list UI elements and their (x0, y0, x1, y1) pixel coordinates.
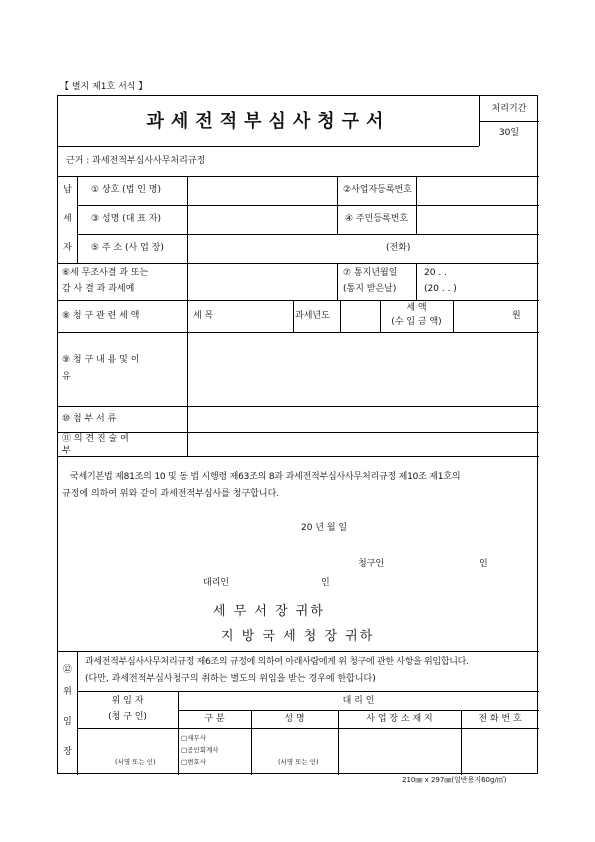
opinion-statement-label: 부 (62, 446, 71, 456)
delegation-text: 과세전적부심사사무처리규정 제6조의 규정에 의하여 아래사람에게 위 청구에 관한 사항을 위임합니다. (85, 657, 469, 667)
representative-name-field[interactable] (187, 206, 337, 233)
claim-content-label: ⑨ 청 구 내 용 및 이 (62, 355, 140, 365)
divider (178, 710, 539, 711)
paper-spec-note: 210㎜ x 297㎜(일반용지60g/㎡) (402, 776, 507, 784)
agent-label: 대리인 (203, 578, 230, 588)
notice-date-value[interactable]: 20 . . (424, 268, 447, 278)
company-name-field[interactable] (187, 177, 337, 204)
tax-amount-label: (수 입 금 액) (391, 317, 442, 327)
tax-item-field[interactable] (228, 301, 292, 331)
opinion-statement-label: ⑪ 의 견 진 술 여 (62, 434, 129, 444)
divider (58, 146, 479, 147)
attachments-label: ⑩ 첨 부 서 류 (62, 414, 117, 424)
agent-type-option[interactable]: □변호사 (181, 758, 206, 766)
notice-field[interactable] (187, 264, 337, 299)
resident-number-label: ④ 주민등록번호 (345, 214, 409, 224)
resident-number-field[interactable] (416, 206, 538, 233)
notice-date-value[interactable]: (20 . . ) (424, 284, 457, 294)
col-phone-header: 전 화 번 호 (478, 714, 522, 724)
divider (58, 456, 539, 457)
recipient-regional-office: 지 방 국 세 청 장 귀하 (221, 629, 375, 644)
tax-amount-label: 세 액 (406, 303, 427, 313)
claim-tax-label: ⑧ 청 구 관 련 세 액 (62, 311, 140, 321)
taxpayer-side-label: 세 (63, 214, 72, 224)
recipient-tax-office: 세 무 서 장 귀하 (213, 604, 325, 619)
business-number-field[interactable] (416, 177, 538, 204)
divider (77, 176, 78, 263)
divider (77, 691, 539, 692)
taxpayer-side-label: 자 (63, 243, 72, 253)
divider (293, 300, 294, 332)
delegation-side-label: 임 (63, 717, 72, 727)
delegation-text: (다만, 과세전적부심사청구의 취하는 별도의 위임을 받는 경우에 한합니다) (85, 674, 376, 684)
delegator-label: 위 임 자 (111, 696, 144, 706)
agent-type-option[interactable]: □세무사 (181, 734, 206, 742)
claim-date[interactable]: 20 년 월 일 (301, 523, 348, 533)
claim-content-label: 유 (62, 372, 71, 382)
col-address-header: 사 업 장 소 재 지 (366, 714, 433, 724)
taxpayer-side-label: 납 (63, 185, 72, 195)
delegation-side-label: ⑫ (62, 665, 72, 675)
col-name-header: 성 명 (284, 714, 305, 724)
business-number-label: ②사업자등록번호 (343, 185, 412, 195)
processing-period-label: 처리기간 (491, 104, 527, 114)
claim-content-field[interactable] (187, 333, 538, 405)
phone-label: (전화) (386, 243, 411, 253)
agent-address-field[interactable] (338, 729, 460, 774)
company-name-label: ① 상호 (법 인 명) (91, 185, 162, 195)
opinion-statement-field[interactable] (187, 433, 538, 455)
agent-header: 대 리 인 (342, 696, 375, 706)
tax-year-label: 과세년도 (295, 311, 330, 321)
divider (479, 121, 539, 122)
delegator-signature[interactable]: (서명 또는 인) (115, 758, 156, 766)
delegation-side-label: 위 (63, 687, 72, 697)
claimant-label: 청구인 (358, 559, 385, 569)
address-label: ⑤ 주 소 (사 업 장) (91, 243, 164, 253)
notice-date-label: (통지 받은날) (343, 284, 397, 294)
divider (337, 263, 338, 300)
tax-appeal-form (57, 95, 538, 774)
won-unit: 원 (512, 311, 521, 321)
divider (337, 176, 338, 234)
form-title: 과세전적부심사청구서 (146, 111, 391, 132)
claim-statement: 규정에 의하여 위와 같이 과세전적부심사를 청구합니다. (62, 489, 280, 499)
delegator-label: (청 구 인) (108, 712, 147, 722)
divider (416, 263, 417, 300)
address-field[interactable] (187, 235, 538, 262)
representative-name-label: ③ 성명 (대 표 자) (91, 214, 162, 224)
divider (58, 651, 539, 652)
claim-statement: 국세기본법 제81조의 10 및 동 법 시행령 제63조의 8과 과세전적부심사사무처리규정 제10조 제1호의 (70, 472, 461, 482)
claimant-seal[interactable]: 인 (479, 559, 488, 569)
processing-period-days: 30일 (498, 128, 520, 138)
col-type-header: 구 분 (204, 714, 225, 724)
legal-basis: 근거 : 과세전적부심사사무처리규정 (66, 156, 206, 166)
tax-item-label: 세 목 (193, 311, 214, 321)
form-number-label: 【 별지 제1호 서식 】 (60, 82, 148, 92)
notice-date-label: ⑦ 통지년월일 (343, 268, 398, 278)
notice-label: 감 사 결 과 과세예 (62, 284, 135, 294)
agent-signature[interactable]: (서명 또는 인) (278, 758, 319, 766)
notice-label: ⑥세 무조사결 과 또는 (62, 268, 149, 278)
agent-phone-field[interactable] (461, 729, 538, 774)
delegation-side-label: 장 (63, 747, 72, 757)
agent-type-option[interactable]: □공인회계사 (181, 746, 219, 754)
tax-year-field[interactable] (340, 301, 379, 331)
attachments-field[interactable] (187, 407, 538, 431)
agent-seal[interactable]: 인 (321, 578, 330, 588)
